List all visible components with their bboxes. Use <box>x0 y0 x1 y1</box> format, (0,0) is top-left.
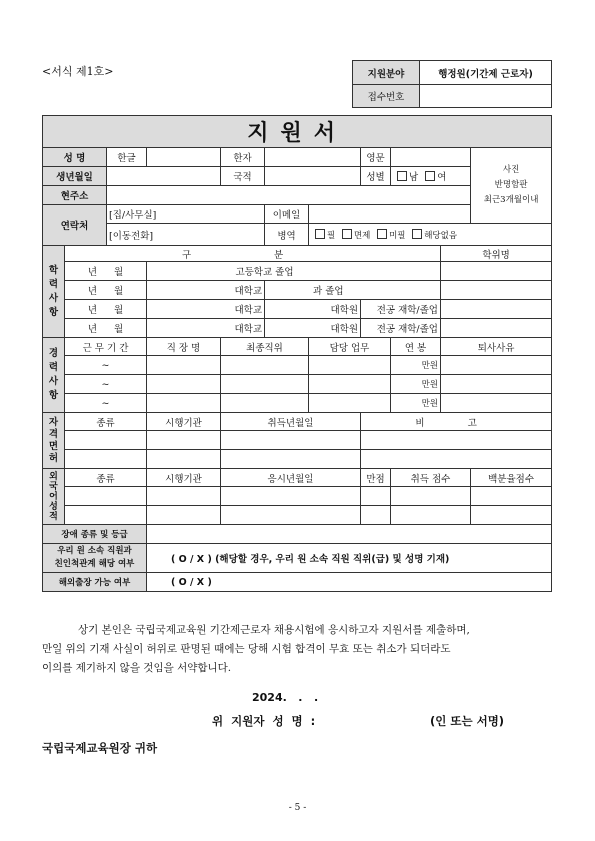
career-company[interactable] <box>147 394 221 413</box>
education-date[interactable]: 년 월 <box>65 300 147 319</box>
name-label: 성 명 <box>43 148 107 167</box>
military-na-label: 해당없음 <box>424 230 458 241</box>
language-label-char: 적 <box>49 511 58 522</box>
gender-options <box>391 167 471 186</box>
pledge-line-3: 이의를 제기하지 않을 것임을 서약합니다. <box>42 662 232 674</box>
education-section-label <box>43 246 65 338</box>
relative-label-line-2: 친인척관계 해당 여부 <box>54 559 135 569</box>
education-label-char: 력 <box>48 278 59 290</box>
education-status[interactable]: 전공 재학/졸업 <box>361 300 441 319</box>
application-date[interactable]: 2024. . . <box>252 691 319 704</box>
military-na-checkbox[interactable] <box>412 229 422 239</box>
relative-label-line-1: 우리 원 소속 직원과 <box>57 546 132 556</box>
license-header-date: 취득년월일 <box>221 413 361 431</box>
education-degree[interactable] <box>441 281 552 300</box>
career-position[interactable] <box>221 394 309 413</box>
career-period[interactable]: ~ <box>65 394 147 413</box>
addressee: 국립국제교육원장 귀하 <box>42 741 158 755</box>
pledge-line-2: 만일 위의 기재 사실이 허위로 판명된 때에는 당해 시험 합격이 무효 또는 취소가 되더라도 <box>42 643 451 655</box>
career-header-salary: 연 봉 <box>391 338 441 356</box>
license-type[interactable] <box>65 450 147 469</box>
mobile-phone-field[interactable]: [이동전화] <box>107 224 265 246</box>
career-salary[interactable]: 만원 <box>391 356 441 375</box>
military-done-label: 필 <box>327 230 336 241</box>
education-grad[interactable]: 대학원 <box>265 300 361 319</box>
career-salary[interactable]: 만원 <box>391 394 441 413</box>
language-header-max: 만점 <box>361 469 391 487</box>
career-position[interactable] <box>221 375 309 394</box>
career-header-period: 근 무 기 간 <box>65 338 147 356</box>
license-label-char: 면 <box>48 440 59 452</box>
license-header-agency: 시행기관 <box>147 413 221 431</box>
relative-field[interactable]: ( O / X ) (해당할 경우, 우리 원 소속 직원 직위(급) 및 성명 기재) <box>147 544 552 573</box>
language-date[interactable] <box>221 487 361 506</box>
language-max[interactable] <box>361 487 391 506</box>
education-header-degree: 학위명 <box>441 246 552 262</box>
home-phone-field[interactable]: [집/사무실] <box>107 205 265 224</box>
education-school[interactable]: 대학교 <box>147 319 265 338</box>
military-label: 병역 <box>265 224 309 246</box>
field-value[interactable]: 행정원(기간제 근로자) <box>420 61 552 85</box>
email-label: 이메일 <box>265 205 309 224</box>
disability-field[interactable] <box>147 525 552 544</box>
language-score[interactable] <box>391 506 471 525</box>
form-title: 지원서 <box>43 116 552 148</box>
language-label-char: 국 <box>49 481 58 492</box>
relative-label <box>43 544 147 573</box>
address-field[interactable] <box>107 186 471 205</box>
contact-label: 연락처 <box>43 205 107 246</box>
field-label: 지원분야 <box>353 61 420 85</box>
education-header-division: 구 분 <box>65 246 441 262</box>
travel-label: 해외출장 가능 여부 <box>43 573 147 592</box>
education-degree[interactable] <box>441 262 552 281</box>
receipt-number-label: 접수번호 <box>353 85 420 108</box>
language-agency[interactable] <box>147 487 221 506</box>
license-agency[interactable] <box>147 450 221 469</box>
education-date[interactable]: 년 월 <box>65 281 147 300</box>
language-score[interactable] <box>391 487 471 506</box>
language-header-agency: 시행기관 <box>147 469 221 487</box>
education-date[interactable]: 년 월 <box>65 319 147 338</box>
career-reason[interactable] <box>441 375 552 394</box>
education-label-char: 항 <box>48 306 59 318</box>
photo-line-1: 사진 <box>502 165 520 175</box>
language-type[interactable] <box>65 487 147 506</box>
military-exempt-label: 면제 <box>353 230 371 241</box>
email-field[interactable] <box>309 205 471 224</box>
language-label-char: 성 <box>49 501 58 512</box>
language-date[interactable] <box>221 506 361 525</box>
disability-label: 장애 종류 및 등급 <box>43 525 147 544</box>
career-label-char: 항 <box>48 390 59 401</box>
korean-name-field[interactable] <box>147 148 221 167</box>
education-label-char: 사 <box>48 292 59 304</box>
license-date[interactable] <box>221 450 361 469</box>
language-max[interactable] <box>361 506 391 525</box>
language-header-type: 종류 <box>65 469 147 487</box>
license-date[interactable] <box>221 431 361 450</box>
hanja-name-field[interactable] <box>265 148 361 167</box>
career-header-company: 직 장 명 <box>147 338 221 356</box>
male-checkbox[interactable] <box>397 171 407 181</box>
career-company[interactable] <box>147 356 221 375</box>
hanja-label: 한자 <box>221 148 265 167</box>
license-label-char: 격 <box>48 428 59 440</box>
language-section-label <box>43 469 65 525</box>
nationality-field[interactable] <box>265 167 361 186</box>
military-options <box>309 224 552 246</box>
birth-label: 생년월일 <box>43 167 107 186</box>
language-agency[interactable] <box>147 506 221 525</box>
language-type[interactable] <box>65 506 147 525</box>
language-header-date: 응시년월일 <box>221 469 361 487</box>
education-school[interactable]: 고등학교 졸업 <box>147 262 441 281</box>
language-header-percentile: 백분율점수 <box>471 469 552 487</box>
female-checkbox[interactable] <box>425 171 435 181</box>
license-label-char: 허 <box>48 452 59 464</box>
language-percentile[interactable] <box>471 487 552 506</box>
gender-label: 성별 <box>361 167 391 186</box>
application-form-table <box>42 115 552 592</box>
career-duty[interactable] <box>309 356 391 375</box>
career-header-reason: 퇴사사유 <box>441 338 552 356</box>
license-note[interactable] <box>361 431 552 450</box>
license-type[interactable] <box>65 431 147 450</box>
career-header-position: 최종직위 <box>221 338 309 356</box>
career-section-label <box>43 338 65 413</box>
birth-field[interactable] <box>107 167 221 186</box>
career-reason[interactable] <box>441 394 552 413</box>
license-label-char: 자 <box>48 416 59 428</box>
education-label-char: 학 <box>48 264 59 276</box>
career-company[interactable] <box>147 375 221 394</box>
education-degree[interactable] <box>441 300 552 319</box>
license-header-note: 비 고 <box>361 413 552 431</box>
license-section-label <box>43 413 65 469</box>
career-period[interactable]: ~ <box>65 356 147 375</box>
military-pending-label: 미필 <box>389 230 406 241</box>
photo-line-3: 최근3개월이내 <box>483 195 539 205</box>
seal-or-signature[interactable]: (인 또는 서명) <box>430 714 505 728</box>
education-major[interactable]: 과 졸업 <box>265 281 441 300</box>
address-label: 현주소 <box>43 186 107 205</box>
education-date[interactable]: 년 월 <box>65 262 147 281</box>
pledge-paragraph <box>42 621 560 678</box>
nationality-label: 국적 <box>221 167 265 186</box>
receipt-number-value[interactable] <box>420 85 552 108</box>
education-school[interactable]: 대학교 <box>147 281 265 300</box>
language-percentile[interactable] <box>471 506 552 525</box>
license-agency[interactable] <box>147 431 221 450</box>
career-label-char: 경 <box>48 348 59 359</box>
language-label-char: 외 <box>49 471 58 482</box>
korean-label: 한글 <box>107 148 147 167</box>
career-label-char: 사 <box>48 376 59 387</box>
language-header-score: 취득 점수 <box>391 469 471 487</box>
license-header-type: 종류 <box>65 413 147 431</box>
career-duty[interactable] <box>309 375 391 394</box>
military-exempt-checkbox[interactable] <box>342 229 352 239</box>
career-reason[interactable] <box>441 356 552 375</box>
english-label: 영문 <box>361 148 391 167</box>
military-done-checkbox[interactable] <box>315 229 325 239</box>
language-label-char: 어 <box>49 491 58 502</box>
military-pending-checkbox[interactable] <box>377 229 387 239</box>
education-grad[interactable]: 대학원 <box>265 319 361 338</box>
application-field-box <box>352 60 552 108</box>
career-duty[interactable] <box>309 394 391 413</box>
photo-area[interactable] <box>471 148 552 224</box>
career-salary[interactable]: 만원 <box>391 375 441 394</box>
education-school[interactable]: 대학교 <box>147 300 265 319</box>
photo-line-2: 반명함판 <box>494 180 528 190</box>
form-number-label: <서식 제1호> <box>42 65 114 78</box>
travel-field[interactable]: ( O / X ) <box>147 573 552 592</box>
pledge-line-1: 상기 본인은 국립국제교육원 기간제근로자 채용시험에 응시하고자 지원서를 제출하며, <box>78 624 470 636</box>
english-name-field[interactable] <box>391 148 471 167</box>
career-header-duty: 담당 업무 <box>309 338 391 356</box>
male-label: 남 <box>409 172 419 183</box>
education-degree[interactable] <box>441 319 552 338</box>
female-label: 여 <box>437 172 447 183</box>
education-status[interactable]: 전공 재학/졸업 <box>361 319 441 338</box>
career-period[interactable]: ~ <box>65 375 147 394</box>
license-note[interactable] <box>361 450 552 469</box>
page-number: - 5 - <box>288 803 307 813</box>
applicant-name-label: 위 지원자 성 명 : <box>212 714 316 728</box>
career-label-char: 력 <box>48 362 59 373</box>
career-position[interactable] <box>221 356 309 375</box>
